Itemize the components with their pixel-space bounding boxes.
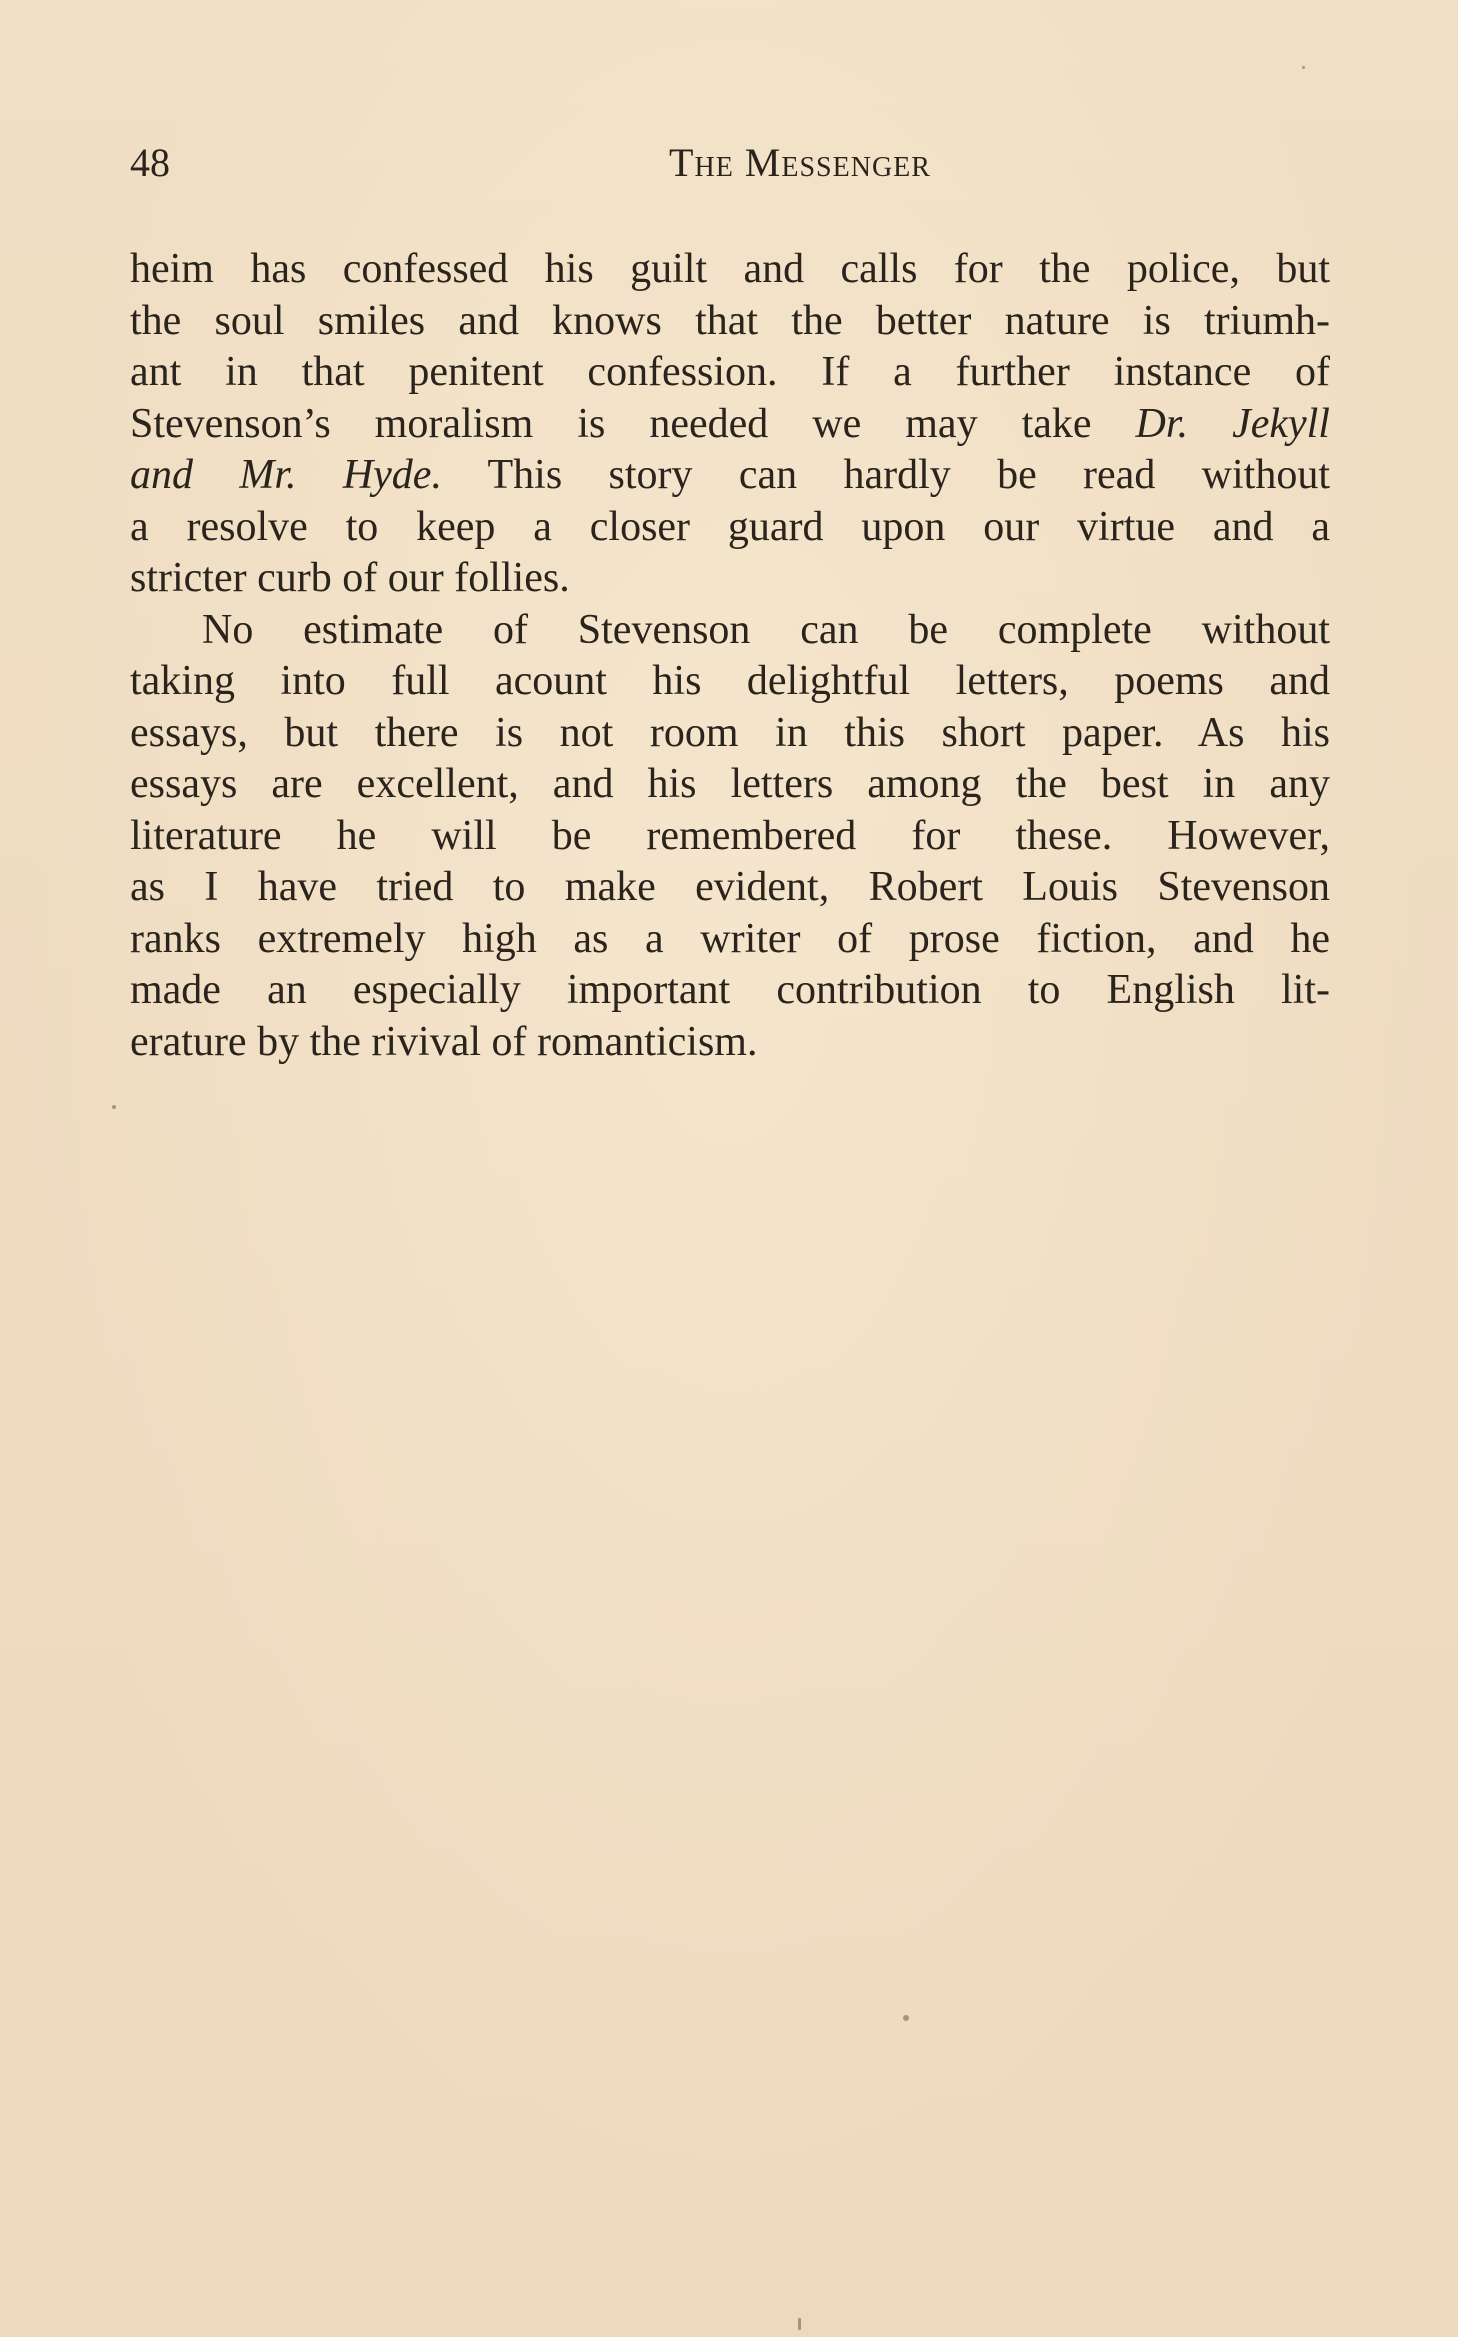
text-line [130, 450, 1330, 502]
text-line: literature he will be remembered for these. However, [130, 812, 1330, 859]
text-line: heim has confessed his guilt and calls for the police, but [130, 246, 1330, 292]
text-line: taking into full acount his delightful letters, poems and [130, 658, 1330, 704]
text-line: essays, but there is not room in this short paper. As his [130, 709, 1330, 756]
text-line: the soul smiles and knows that the better nature is triumh- [130, 297, 1330, 344]
italic-title: and Mr. Hyde. [130, 452, 442, 498]
paragraph [130, 605, 1330, 1069]
text-run: This story can hardly be read without [441, 452, 1330, 498]
text-line: as I have tried to make evident, Robert Louis Stevenson [130, 864, 1330, 910]
paragraph [130, 244, 1330, 605]
paper-speck [112, 1105, 116, 1109]
italic-title: Dr. Jekyll [1135, 400, 1330, 447]
text-line: ant in that penitent confession. If a further instance of [130, 349, 1330, 395]
text-line: made an especially important contribution to English lit- [130, 967, 1330, 1013]
running-head: The Messenger [669, 140, 931, 185]
text-run: Stevenson’s moralism is needed we may take [130, 400, 1136, 447]
page-header [130, 138, 1330, 188]
text-line: erature by the rivival of romanticism. [130, 1018, 758, 1065]
text-line: essays are excellent, and his letters among the best in any [130, 761, 1330, 807]
page-number: 48 [130, 140, 170, 185]
text-line: a resolve to keep a closer guard upon our virtue and a [130, 503, 1330, 550]
paper-speck [903, 2015, 909, 2021]
text-line: stricter curb of our follies. [130, 555, 570, 601]
paper-speck [1302, 66, 1305, 69]
body-text [130, 244, 1330, 1068]
text-line [130, 399, 1330, 451]
text-line: No estimate of Stevenson can be complete without [202, 606, 1330, 653]
paper-speck [798, 2318, 801, 2330]
text-line: ranks extremely high as a writer of prose fiction, and he [130, 915, 1330, 962]
